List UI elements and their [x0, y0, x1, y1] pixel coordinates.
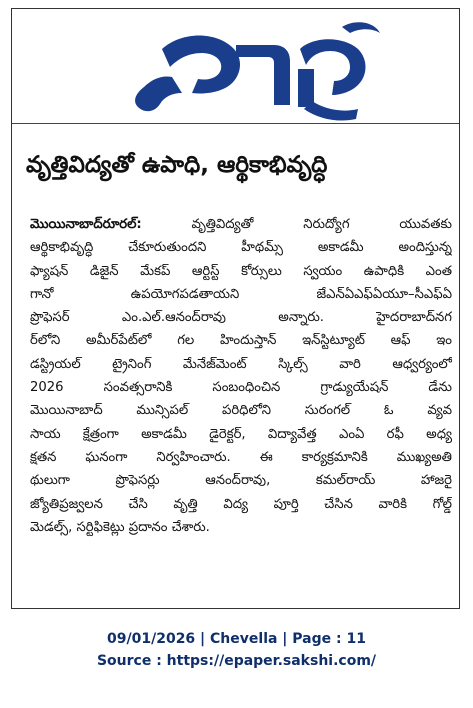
edition-info: 09/01/2026 | Chevella | Page : 11 — [107, 631, 366, 647]
masthead — [12, 9, 459, 124]
sakshi-logo — [12, 9, 459, 123]
body-line: మెడల్స్‌, సర్టిఫికెట్లు ప్రదానం చేశారు. — [30, 519, 210, 535]
body-line: గానో ఉపయోగపడతాయని జేఎన్‌ఏఎఫ్‌ఏయూ–సీఎఫ్‌ఏ — [30, 286, 452, 302]
body-line-text: వృత్తివిద్యతో నిరుద్యోగ యువతకు — [191, 217, 452, 232]
article-body — [30, 213, 452, 539]
body-line: ఫ్యాషన్‌ డిజైన్‌ మేకప్‌ ఆర్టిస్ట్‌ కోర్సులు స్వయం ఉపాధికి ఎంత — [30, 263, 452, 279]
body-line: మొయినాబాద్‌ మున్సిపల్‌ పరిధిలోని సురంగల్‌ ఓ వ్యవ — [30, 403, 452, 419]
source-url: Source : https://epaper.sakshi.com/ — [96, 653, 377, 669]
body-line: థులుగా ప్రొఫెసర్లు ఆనంద్‌రావు, కమల్‌రాయ్‌ హాజరై — [30, 473, 452, 489]
dateline: మొయినాబాద్‌రూరల్‌: — [30, 217, 142, 232]
body-line: క్షతన ఘనంగా నిర్వహించారు. ఈ కార్యక్రమానికి ముఖ్యఅతి — [30, 449, 452, 465]
source-footer — [0, 628, 473, 672]
article-headline: వృత్తివిద్యతో ఉపాధి, ఆర్థికాభివృద్ధి — [26, 152, 328, 178]
body-line: జ్యోతిప్రజ్వలన చేసి వృత్తి విద్య పూర్తి చేసిన వారికి గోల్డ్‌ — [30, 496, 452, 512]
body-line — [30, 213, 452, 236]
newspaper-clipping — [11, 8, 460, 609]
body-line: ర్‌లోని అమీర్‌పేట్‌లో గల హిందుస్తాన్‌ ఇన్‌స్టిట్యూట్‌ ఆఫ్‌ ఇం — [30, 333, 452, 349]
body-line: ఆర్థికాభివృద్ధి చేకూరుతుందని హీథమ్స్‌ అకాడమీ అందిస్తున్న — [30, 240, 452, 256]
body-line: ప్రొఫెసర్‌ ఎం.ఎల్‌.ఆనంద్‌రావు అన్నారు. హైదరాబాద్‌నగ — [30, 310, 452, 326]
body-line: డస్ట్రియల్‌ ట్రైనింగ్‌ మేనేజ్‌మెంట్‌ స్కిల్స్‌ వారి ఆధ్వర్యంలో — [30, 356, 452, 372]
body-line: 2026 సంవత్సరానికి సంబంధించిన గ్రాడ్యుయేషన్‌ డేను — [30, 380, 452, 396]
body-line: సాయ క్షేత్రంగా అకాడమీ డైరెక్టర్‌, విద్యావేత్త ఎంఏ రఫీ అధ్య — [30, 426, 452, 442]
